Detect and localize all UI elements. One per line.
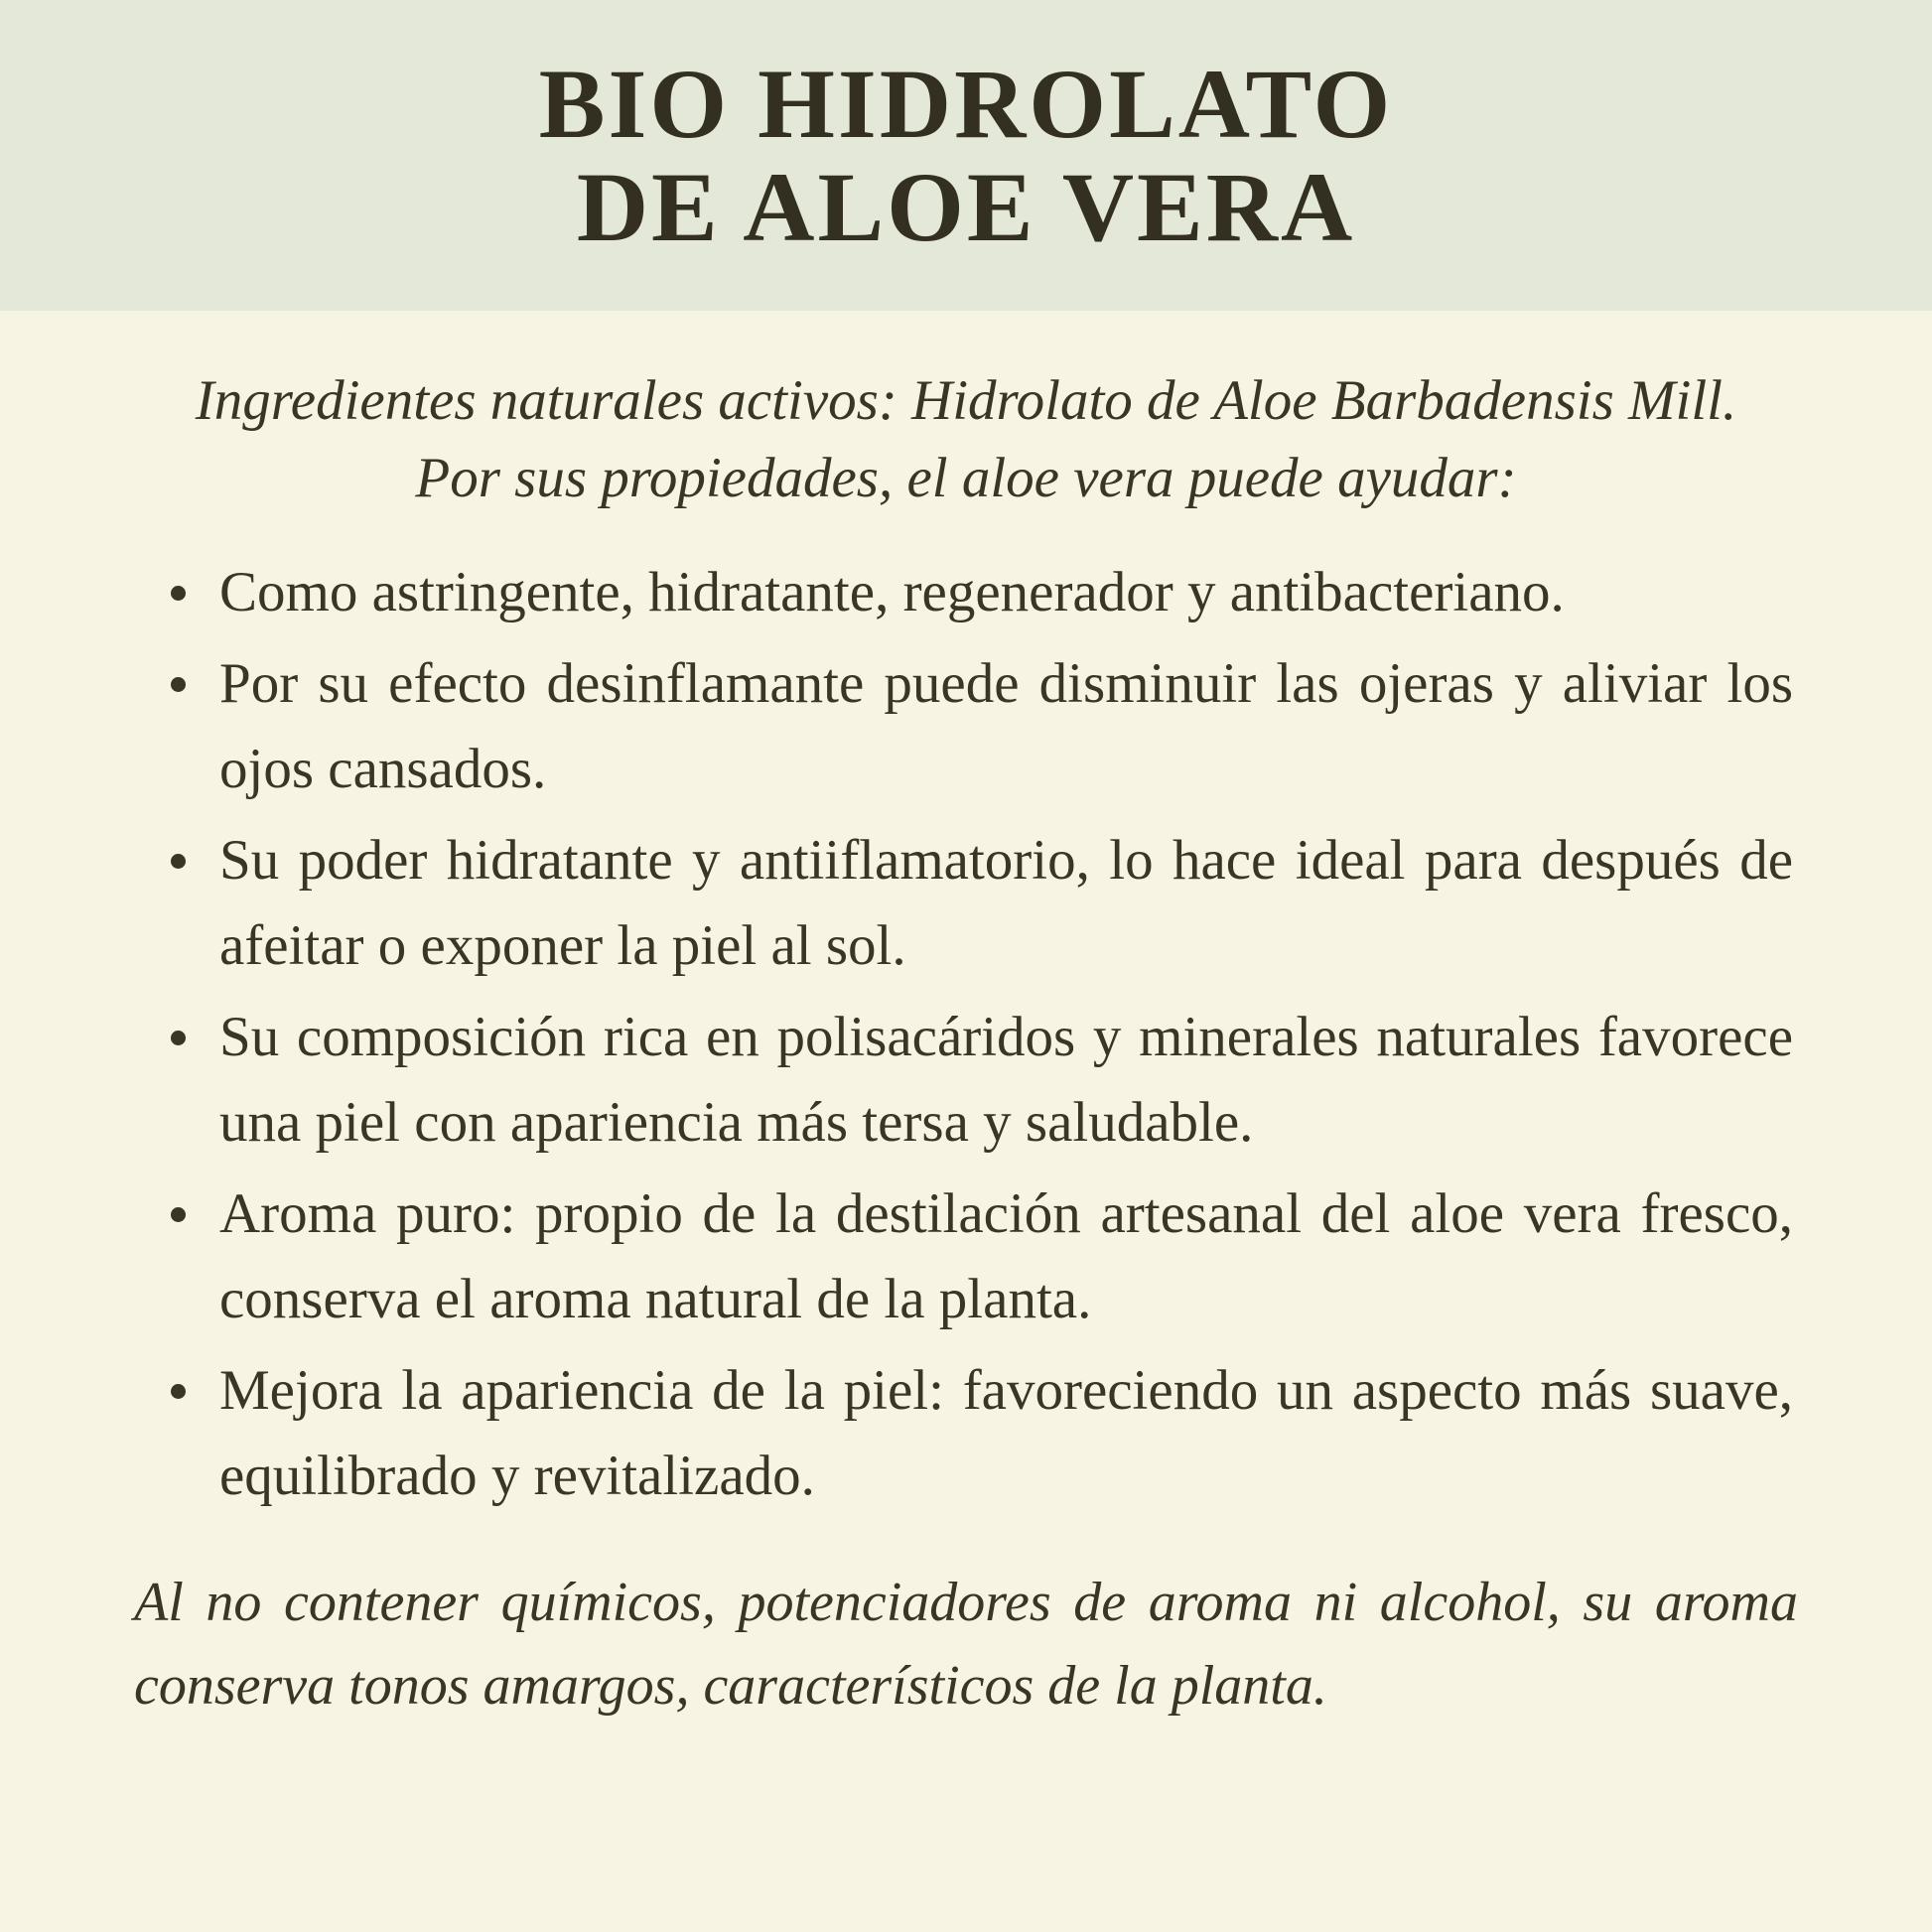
bullet-dot-icon (171, 677, 186, 692)
page-title-line-2: DE ALOE VERA (576, 151, 1356, 262)
list-item (171, 995, 1793, 1166)
list-item-text: Por su efecto desinflamante puede disminuir las ojeras y aliviar los ojos cansados. (219, 652, 1793, 801)
list-item-text: Como astringente, hidratante, regenerador y antibacteriano. (219, 561, 1565, 624)
benefits-list (0, 550, 1932, 1519)
list-item-text: Mejora la apariencia de la piel: favoreciendo un aspecto más suave, equilibrado y revitalizado. (219, 1359, 1793, 1508)
list-item (171, 1172, 1793, 1342)
list-item (171, 550, 1793, 635)
bullet-dot-icon (171, 1384, 186, 1399)
page-title-line-1: BIO HIDROLATO (538, 48, 1394, 159)
list-item (171, 641, 1793, 812)
bullet-dot-icon (171, 586, 186, 601)
intro-paragraph: Ingredientes naturales activos: Hidrolato de Aloe Barbadensis Mill. Por sus propiedades, el aloe vera puede ayudar: (195, 369, 1737, 509)
bullet-dot-icon (171, 1031, 186, 1045)
list-item (171, 1348, 1793, 1519)
list-item (171, 818, 1793, 989)
bullet-dot-icon (171, 1207, 186, 1222)
list-item-text: Su poder hidratante y antiiflamatorio, lo hace ideal para después de afeitar o exponer la piel al sol. (219, 829, 1793, 978)
list-item-text: Su composición rica en polisacáridos y minerales naturales favorece una piel con apariencia más tersa y saludable. (219, 1006, 1793, 1155)
body-content (0, 311, 1932, 1932)
header-banner (0, 0, 1932, 311)
bullet-dot-icon (171, 854, 186, 869)
footer-note: Al no contener químicos, potenciadores de aroma ni alcohol, su aroma conserva tonos amargos, característicos de la planta. (134, 1572, 1798, 1718)
list-item-text: Aroma puro: propio de la destilación artesanal del aloe vera fresco, conserva el aroma natural de la planta. (219, 1182, 1793, 1331)
